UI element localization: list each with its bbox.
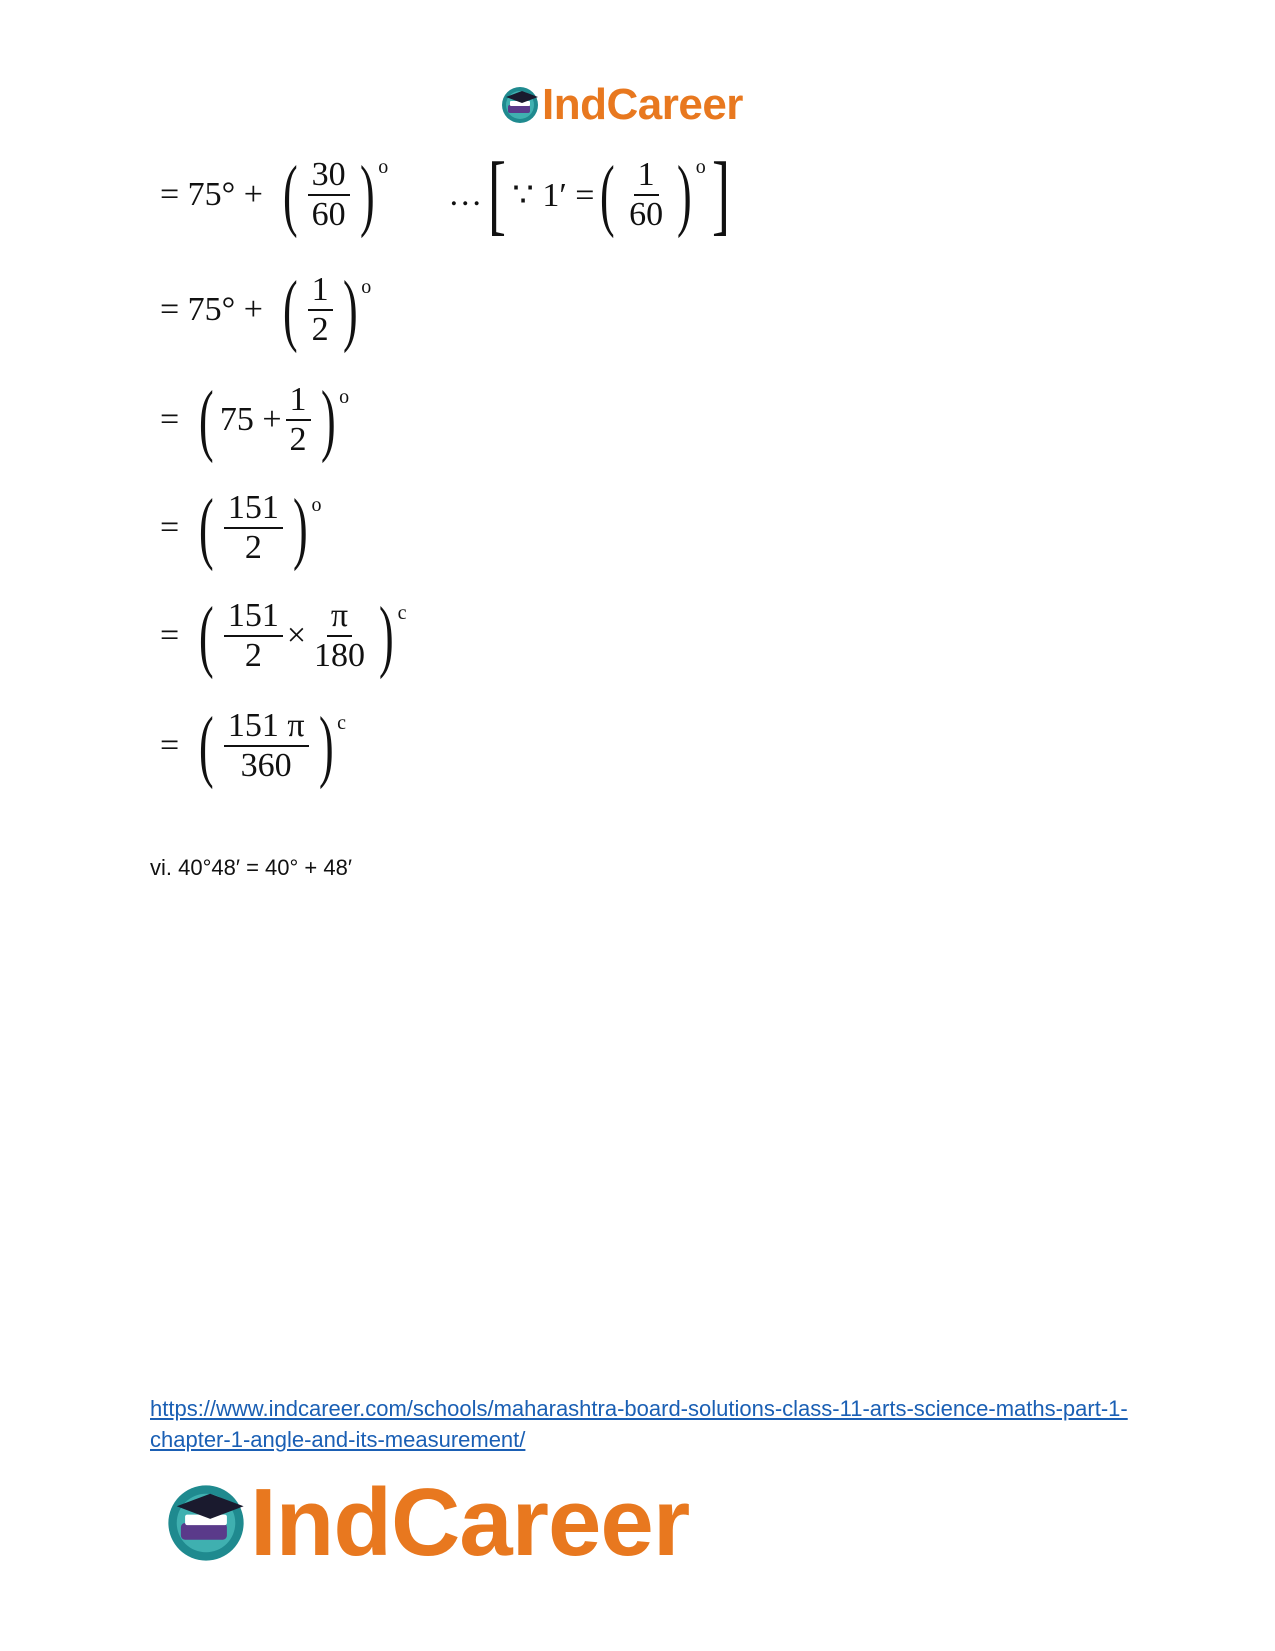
- body-text-vi: vi. 40°48′ = 40° + 48′: [150, 855, 352, 880]
- graduation-cap-icon: [160, 1477, 252, 1569]
- graduation-cap-icon: [498, 83, 542, 127]
- source-link[interactable]: https://www.indcareer.com/schools/maharashtra-board-solutions-class-11-arts-science-maths-part-1-chapter-1-angle-and-its-measurement/: [150, 1396, 1128, 1452]
- fraction: $\frac{1}{60}$: [629, 156, 664, 233]
- logo-wordmark: IndCareer: [250, 1469, 690, 1576]
- math-line-5: = ( $\frac{151}{2}$ × $\frac{\pi}{180}$ ) c: [160, 592, 407, 680]
- logo-wordmark: IndCareer: [542, 80, 743, 129]
- ellipsis: …: [448, 176, 483, 213]
- fraction: $\frac{151 \pi}{360}$: [224, 709, 309, 783]
- math-line-2: = 75° + ( $\frac{1}{2}$ ) o: [160, 266, 372, 354]
- because-note: ∵ 1′ =: [512, 177, 595, 214]
- fraction: $\frac{1}{2}$: [308, 273, 333, 347]
- indcareer-logo-bottom[interactable]: [160, 1468, 689, 1578]
- fraction: $\frac{151}{2}$: [224, 491, 283, 565]
- indcareer-logo-top[interactable]: [498, 80, 743, 130]
- math-eq: = 75° +: [160, 176, 263, 213]
- times-sign: ×: [286, 617, 307, 654]
- math-line-4: = ( $\frac{151}{2}$ ) o: [160, 484, 322, 572]
- fraction: $\frac{30}{60}$: [308, 158, 350, 232]
- fraction: $\frac{\pi}{180}$: [314, 597, 366, 674]
- math-line-6: = ( $\frac{151 \pi}{360}$ ) c: [160, 702, 347, 790]
- math-line-1: = 75° + ( $\frac{30}{60}$ ) o … [ ∵ 1′ = ( $\frac{1}{60}$ ) o ]: [160, 145, 730, 244]
- fraction: $\frac{151}{2}$: [224, 599, 283, 673]
- math-line-3: = ( 75 + $\frac{1}{2}$ ) o: [160, 376, 350, 464]
- fraction: $\frac{1}{2}$: [286, 383, 311, 457]
